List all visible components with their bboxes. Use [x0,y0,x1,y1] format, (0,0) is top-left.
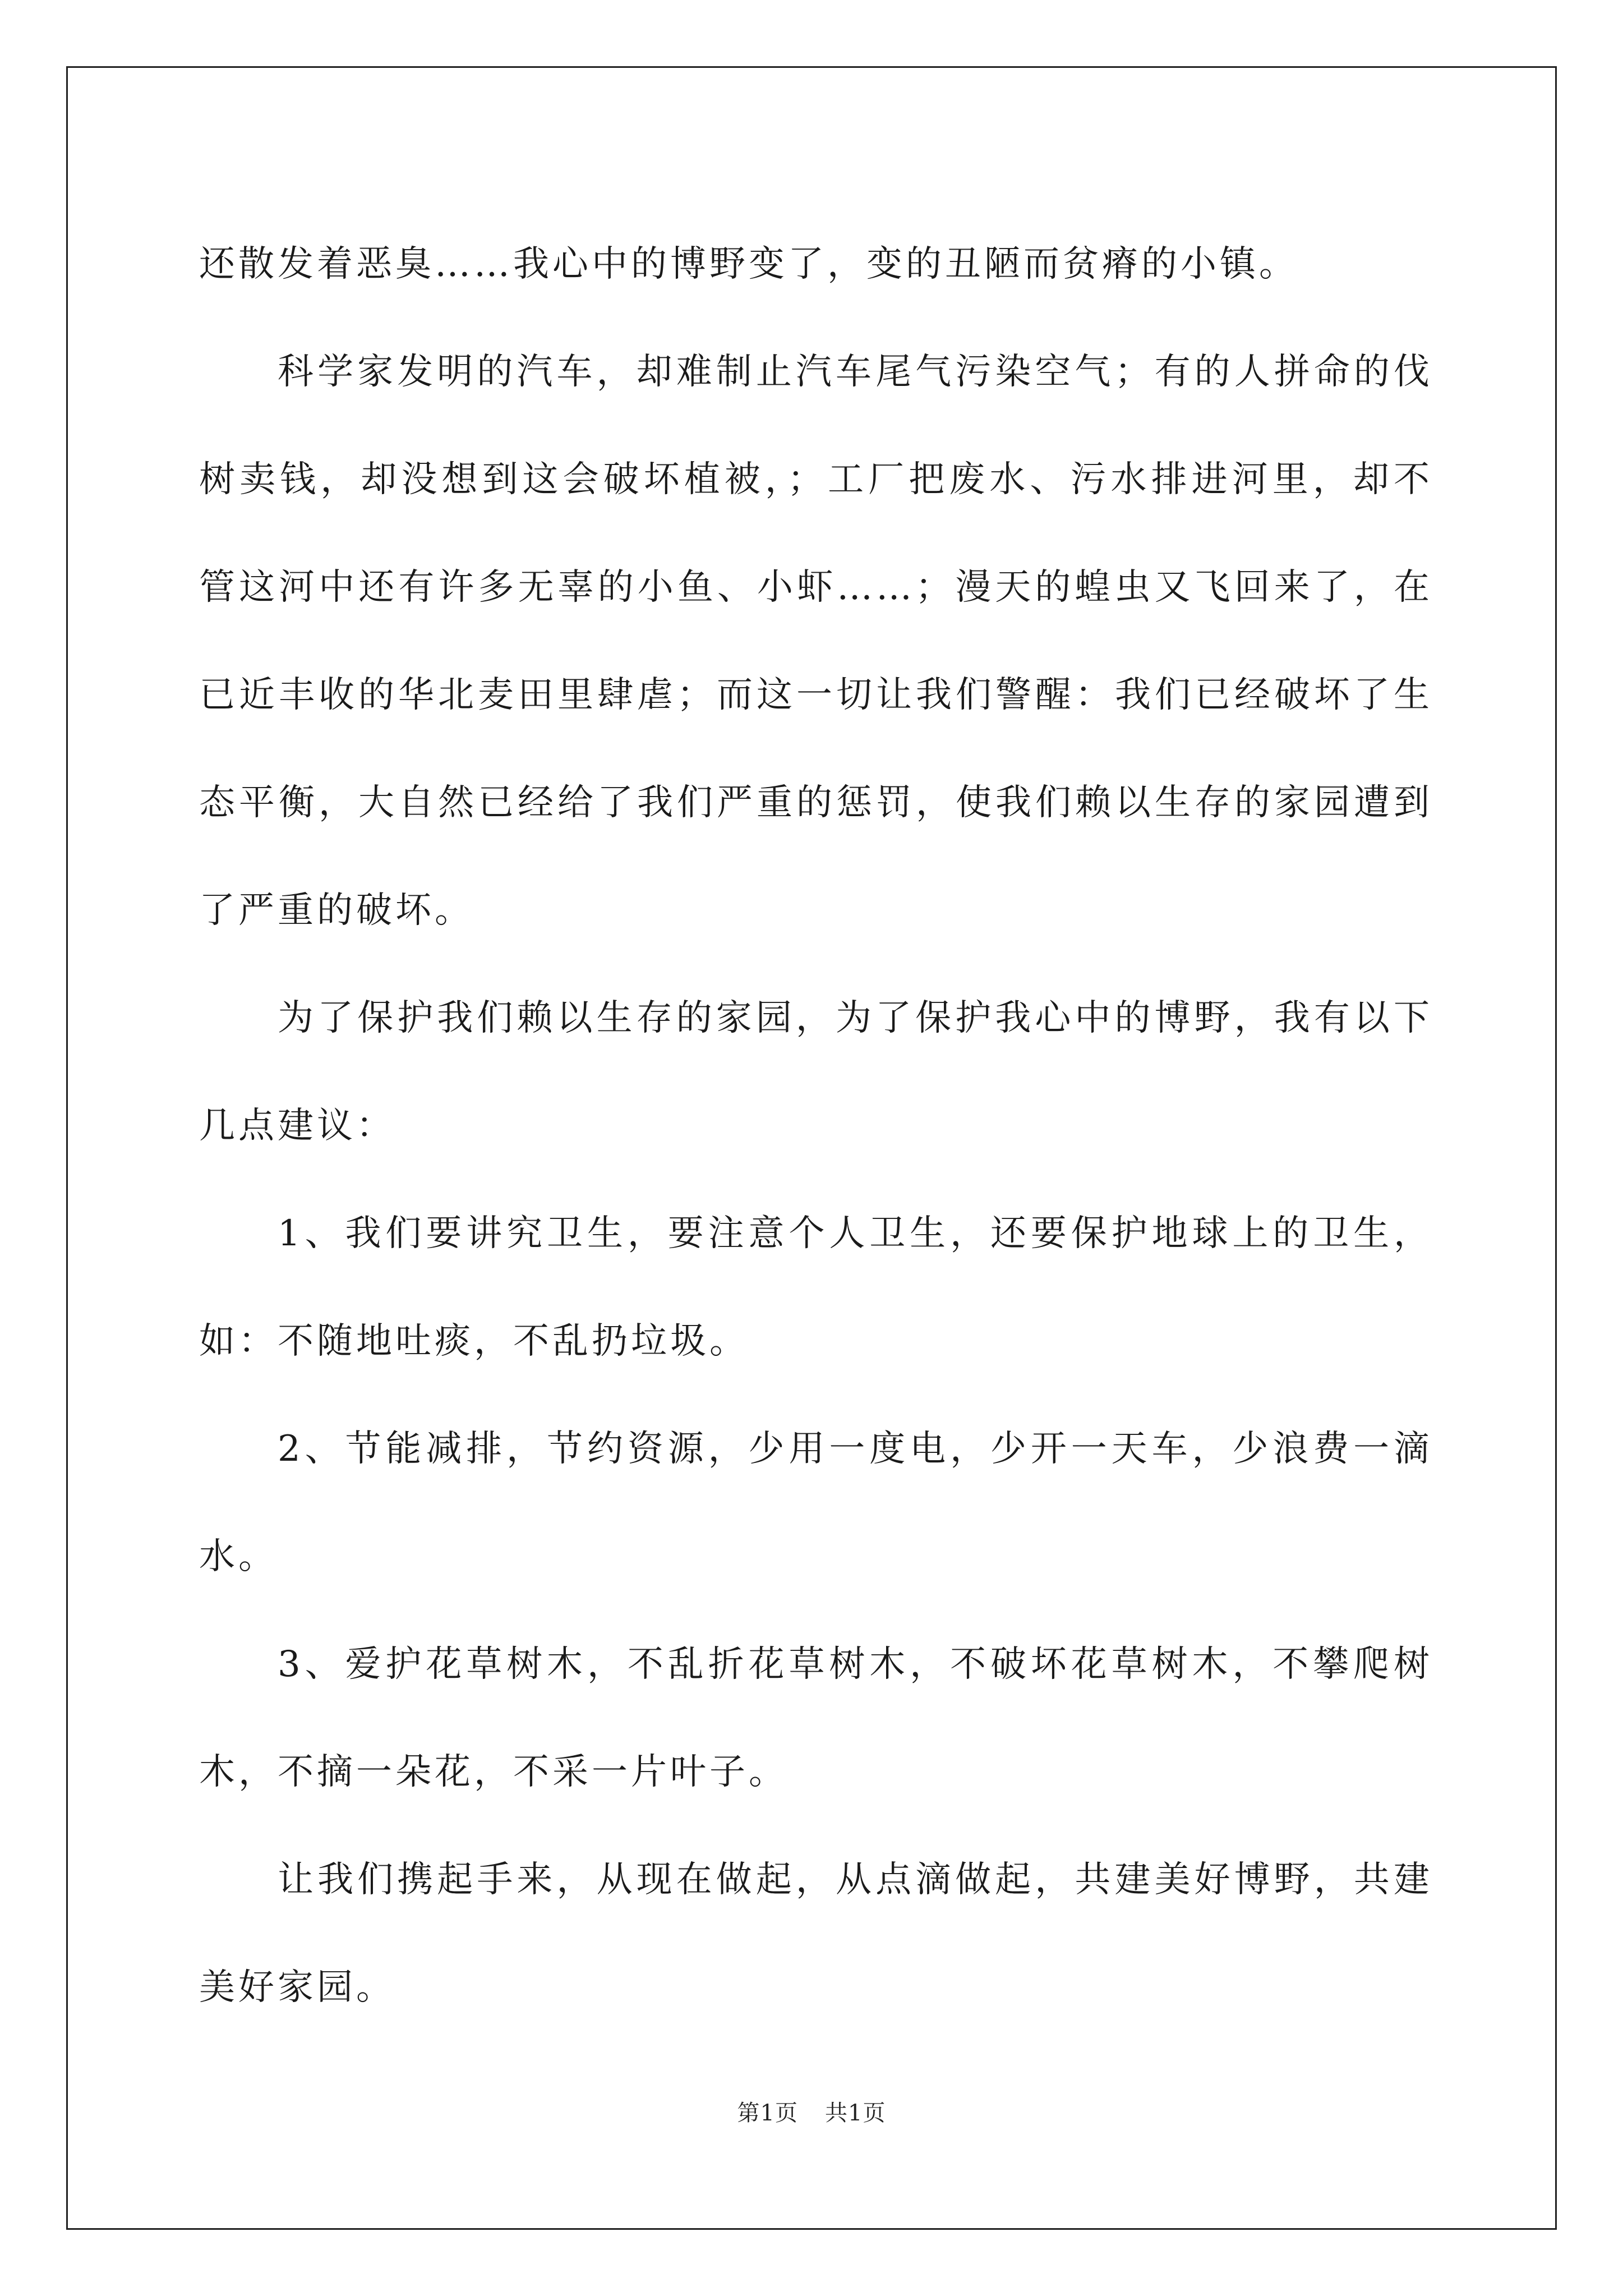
paragraph-3: 为了保护我们赖以生存的家园，为了保护我心中的博野，我有以下几点建议： [199,997,1433,1147]
page-number: 第1页 [737,2100,798,2126]
document-body [199,210,1433,2041]
paragraph-2: 科学家发明的汽车，却难制止汽车尾气污染空气；有的人拼命的伐树卖钱，却没想到这会破坏植被，；工厂把废水、污水排进河里，却不管这河中还有许多无辜的小鱼、小虾……；漫天的蝗虫又飞回来了，在已近丰收的华北麦田里肆虐；而这一切让我们警醒：我们已经破坏了生态平衡，大自然已经给了我们严重的惩罚，使我们赖以生存的家园遭到了严重的破坏。 [199,351,1433,931]
paragraph-4: 1、我们要讲究卫生，要注意个人卫生，还要保护地球上的卫生，如：不随地吐痰，不乱扔垃圾。 [199,1213,1433,1362]
page-footer [0,2095,1623,2127]
paragraph-5: 2、节能减排，节约资源，少用一度电，少开一天车，少浪费一滴水。 [199,1428,1433,1577]
paragraph-7: 让我们携起手来，从现在做起，从点滴做起，共建美好博野，共建美好家园。 [199,1859,1433,2008]
paragraph-1: 还散发着恶臭……我心中的博野变了，变的丑陋而贫瘠的小镇。 [199,243,1298,285]
page-total: 共1页 [825,2100,886,2126]
paragraph-6: 3、爱护花草树木，不乱折花草树木，不破坏花草树木，不攀爬树木，不摘一朵花，不采一片叶子。 [199,1644,1433,1793]
